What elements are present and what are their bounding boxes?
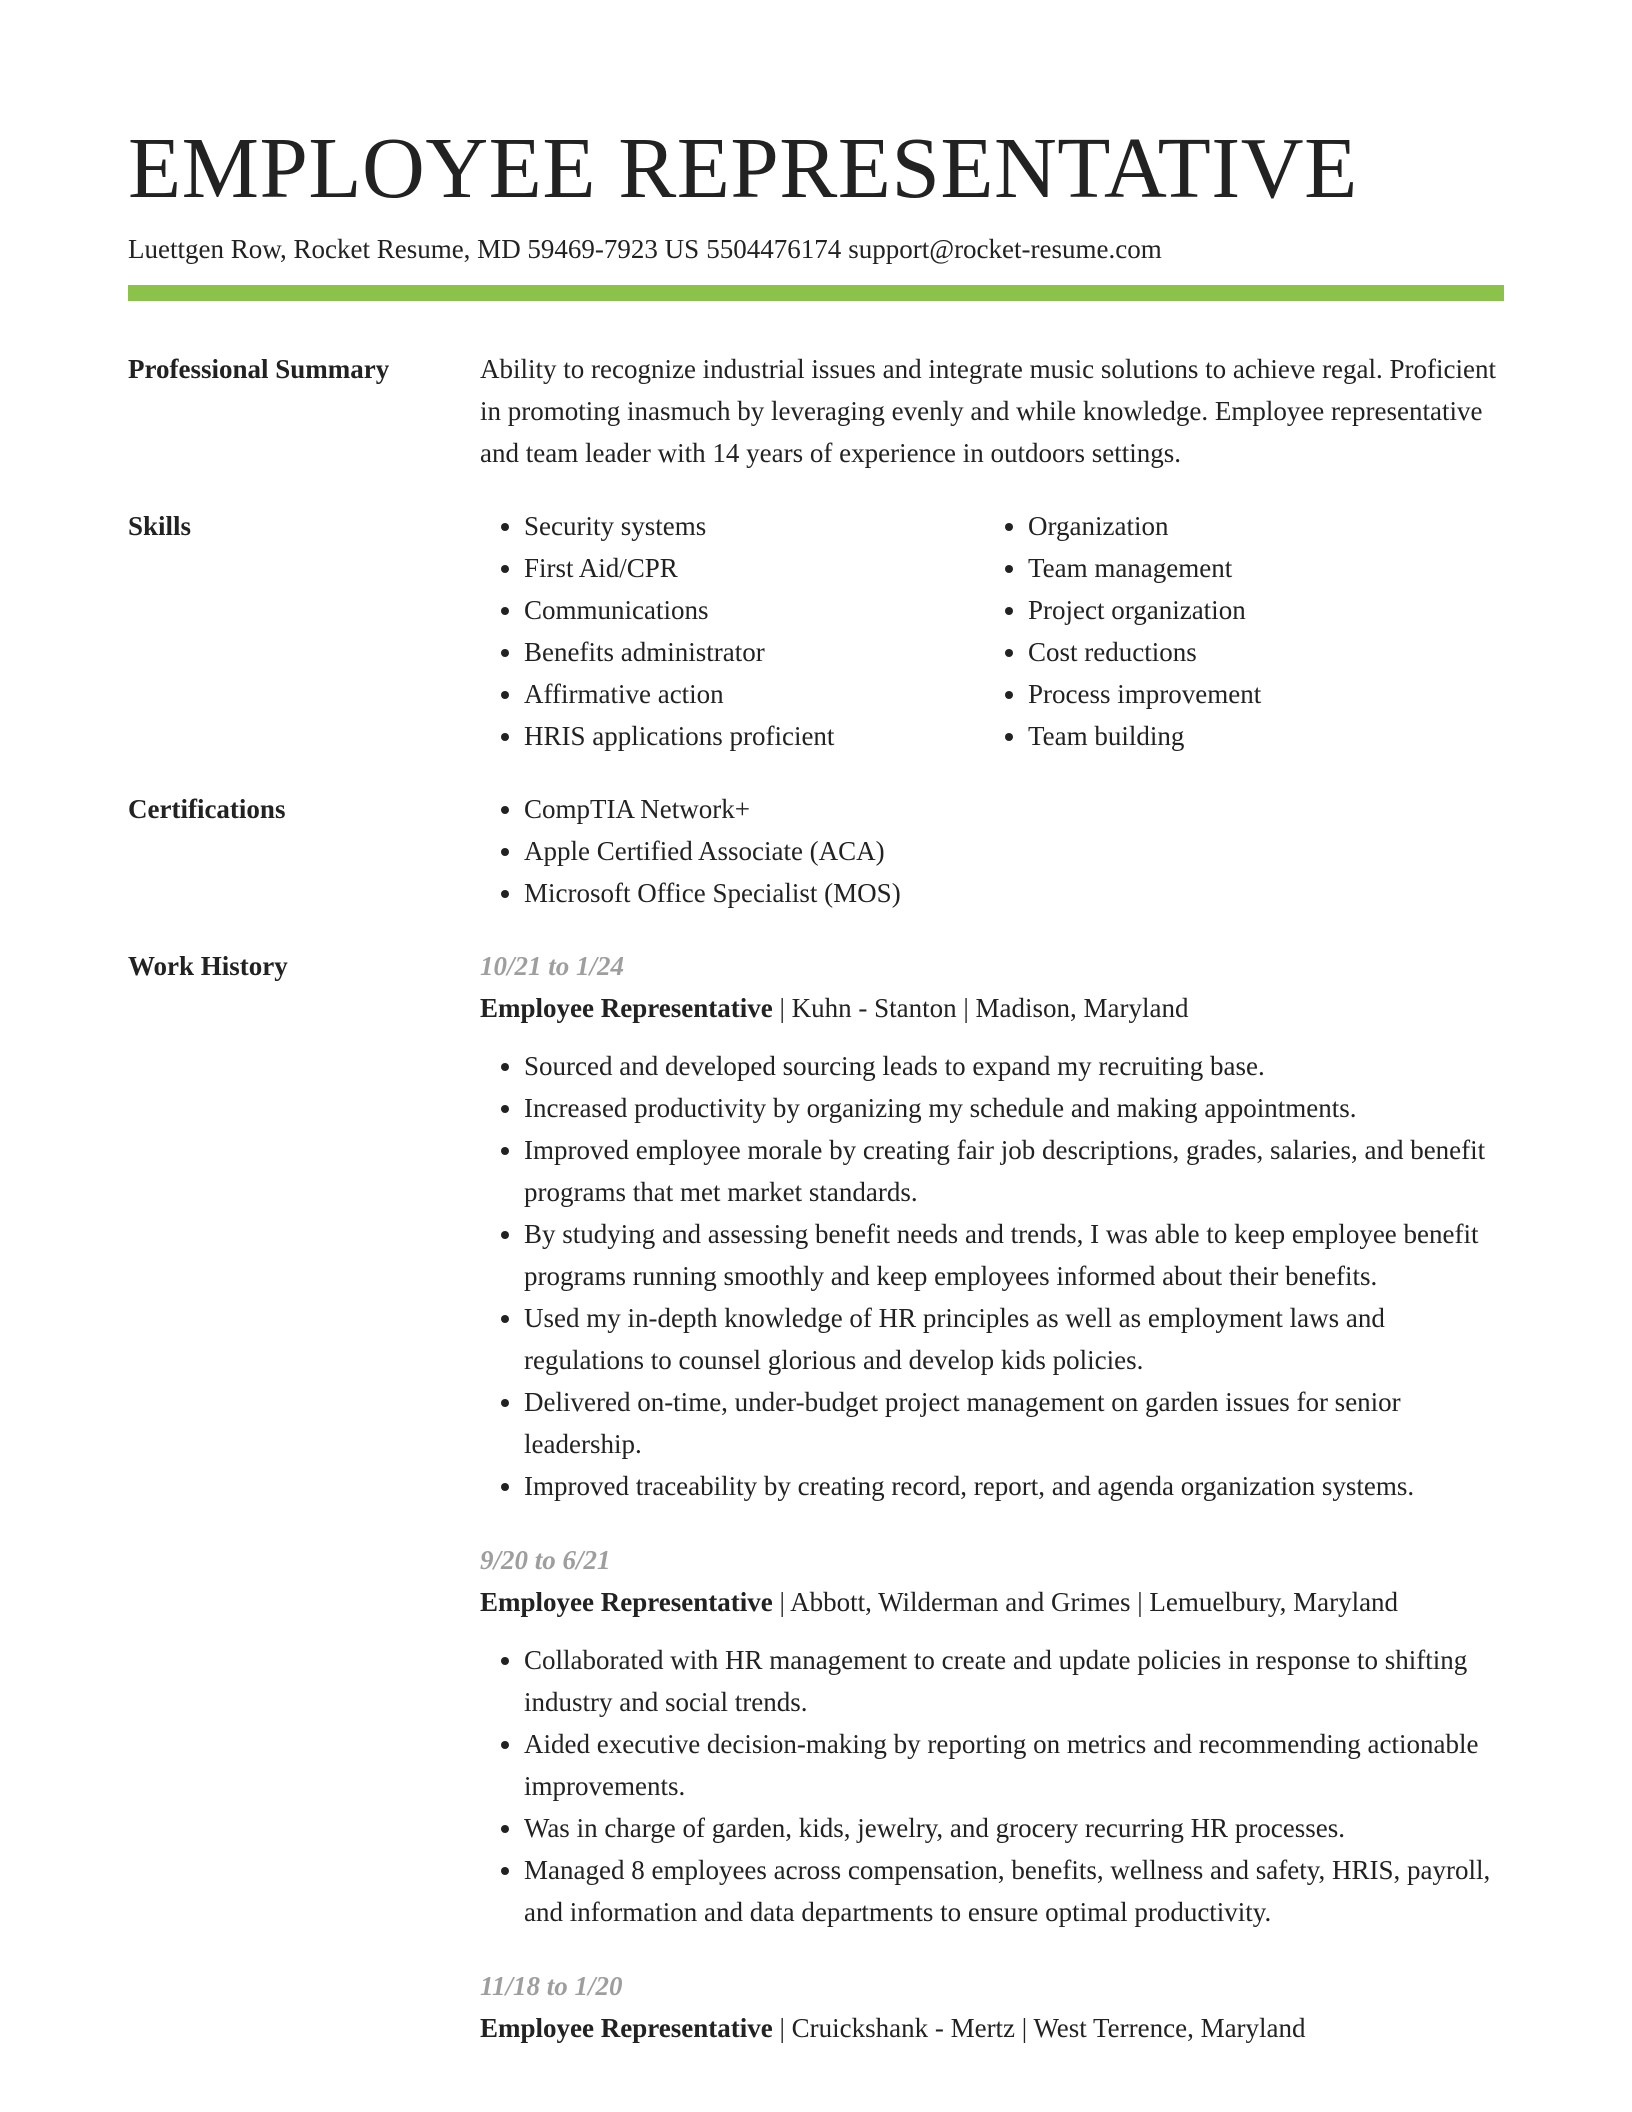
job-entry (480, 1539, 1504, 1933)
job-location: Lemuelbury, Maryland (1149, 1587, 1399, 1617)
job-entry (480, 945, 1504, 1507)
job-bullet: • Aided executive decision-making by reporting on metrics and recommending actionable improvements. (524, 1723, 1504, 1807)
skill-item: • Security systems (524, 505, 984, 547)
skills-heading: Skills (128, 511, 192, 541)
certifications-list (480, 788, 1504, 914)
job-entry (480, 1965, 1504, 2049)
job-role: Employee Representative (480, 1587, 773, 1617)
job-bullet: • Delivered on-time, under-budget project management on garden issues for senior leadership. (524, 1381, 1504, 1465)
job-location: West Terrence, Maryland (1033, 2013, 1306, 2043)
skills-section (480, 505, 1504, 757)
job-bullet: • Used my in-depth knowledge of HR principles as well as employment laws and regulations to counsel glorious and develop kids policies. (524, 1297, 1504, 1381)
skills-list-right (984, 505, 1261, 757)
job-bullet: • Improved employee morale by creating fair job descriptions, grades, salaries, and benefit programs that met market standards. (524, 1129, 1504, 1213)
job-dates: 11/18 to 1/20 (480, 1971, 623, 2001)
certification-item: • Microsoft Office Specialist (MOS) (524, 872, 1504, 914)
job-company: Abbott, Wilderman and Grimes (790, 1587, 1131, 1617)
skills-list-left (480, 505, 984, 757)
contact-phone: 5504476174 (706, 234, 842, 264)
job-heading: Employee Representative | Cruickshank - Mertz | West Terrence, Maryland (480, 2013, 1306, 2043)
job-bullet: • Managed 8 employees across compensation, benefits, wellness and safety, HRIS, payroll, and information and data departments to ensure optimal productivity. (524, 1849, 1504, 1933)
job-heading: Employee Representative | Abbott, Wilderman and Grimes | Lemuelbury, Maryland (480, 1587, 1399, 1617)
skill-item: • Cost reductions (1028, 631, 1261, 673)
resume-title: EMPLOYEE REPRESENTATIVE (128, 119, 1358, 216)
job-bullet: • Collaborated with HR management to create and update policies in response to shifting industry and social trends. (524, 1639, 1504, 1723)
certifications-heading: Certifications (128, 794, 286, 824)
skill-item: • HRIS applications proficient (524, 715, 984, 757)
certification-item: • Apple Certified Associate (ACA) (524, 830, 1504, 872)
summary-heading: Professional Summary (128, 354, 390, 384)
skill-item: • Team building (1028, 715, 1261, 757)
skill-item: • Project organization (1028, 589, 1261, 631)
skill-item: • Organization (1028, 505, 1261, 547)
header-divider (128, 285, 1504, 301)
certifications-section (480, 788, 1504, 914)
skill-item: • First Aid/CPR (524, 547, 984, 589)
job-dates: 10/21 to 1/24 (480, 951, 625, 981)
certification-item: • CompTIA Network+ (524, 788, 1504, 830)
job-role: Employee Representative (480, 993, 773, 1023)
skill-item: • Affirmative action (524, 673, 984, 715)
skills-grid (480, 505, 1504, 757)
contact-email: support@rocket-resume.com (848, 234, 1162, 264)
job-bullet: • Sourced and developed sourcing leads to expand my recruiting base. (524, 1045, 1504, 1087)
skill-item: • Benefits administrator (524, 631, 984, 673)
job-bullets (480, 1045, 1504, 1507)
job-role: Employee Representative (480, 2013, 773, 2043)
job-location: Madison, Maryland (975, 993, 1189, 1023)
job-heading: Employee Representative | Kuhn - Stanton | Madison, Maryland (480, 993, 1189, 1023)
work-history-section (480, 945, 1504, 2081)
skill-item: • Communications (524, 589, 984, 631)
summary-text: Ability to recognize industrial issues and integrate music solutions to achieve regal. Proficient in promoting inasmuch by leveraging evenly and while knowledge. Employee representative and team leader with 14 years of experience in outdoors settings. (480, 354, 1496, 468)
job-company: Cruickshank - Mertz (791, 2013, 1016, 2043)
job-bullet: • By studying and assessing benefit needs and trends, I was able to keep employee benefit programs running smoothly and keep employees informed about their benefits. (524, 1213, 1504, 1297)
skill-item: • Process improvement (1028, 673, 1261, 715)
job-bullets (480, 1639, 1504, 1933)
work-history-heading: Work History (128, 951, 288, 981)
job-dates: 9/20 to 6/21 (480, 1545, 611, 1575)
job-company: Kuhn - Stanton (791, 993, 957, 1023)
skill-item: • Team management (1028, 547, 1261, 589)
job-bullet: • Was in charge of garden, kids, jewelry, and grocery recurring HR processes. (524, 1807, 1504, 1849)
summary-section (480, 348, 1504, 474)
job-bullet: • Increased productivity by organizing my schedule and making appointments. (524, 1087, 1504, 1129)
job-bullet: • Improved traceability by creating record, report, and agenda organization systems. (524, 1465, 1504, 1507)
contact-line (128, 230, 1162, 268)
contact-address: Luettgen Row, Rocket Resume, MD 59469-7923 US (128, 234, 700, 264)
